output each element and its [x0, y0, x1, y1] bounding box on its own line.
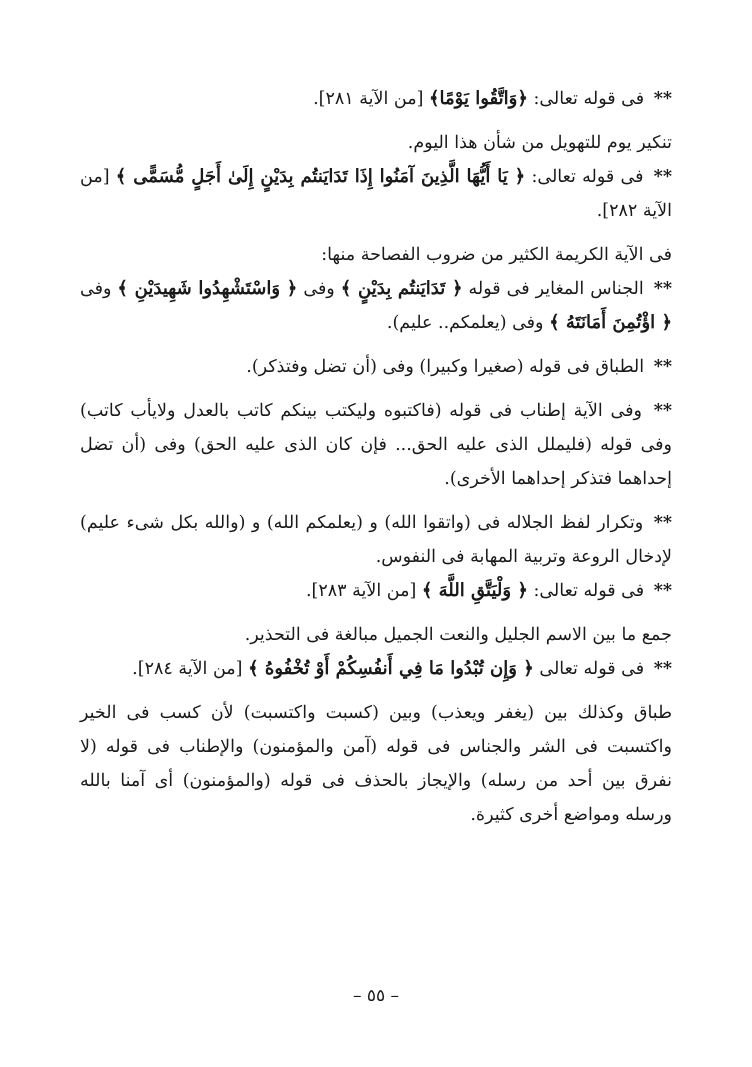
bullet-marker: **: [653, 167, 672, 187]
bullet-marker: **: [653, 659, 672, 679]
page-body: [80, 82, 672, 832]
paragraph-text: فى قوله تعالى: [533, 659, 650, 679]
quran-quote: ﴿ تَدَايَنتُم بِدَيْنٍ ﴾: [340, 278, 463, 299]
paragraph-text: طباق وكذلك بين (يغفر ويعذب) وبين (كسبت واكتسبت) لأن كسب فى الخير واكتسبت فى الشر والجناس فى قوله (آمن والمؤمنون) والإطناب فى قوله (لا نفرق بين أحد من رسله) والإيجاز بالحذف فى قوله (والمؤمنون) أى آمنا بالله ورسله ومواضع أخرى كثيرة.: [80, 703, 672, 825]
paragraph-text: فى الآية الكريمة الكثير من ضروب الفصاحة منها:: [321, 245, 672, 265]
bullet-marker: **: [653, 401, 672, 421]
paragraph-verse-284: [80, 652, 672, 686]
quran-quote: ﴿ اؤْتُمِنَ أَمَانَتَهُ ﴾: [549, 312, 672, 333]
bullet-marker: **: [653, 89, 672, 109]
paragraph-explanation: [80, 126, 672, 160]
paragraph-verse-281: [80, 82, 672, 116]
paragraph-text: فى قوله تعالى:: [525, 167, 650, 187]
paragraph-verse-283: [80, 574, 672, 608]
paragraph-text: فى قوله تعالى:: [527, 89, 650, 109]
paragraph-takrar: [80, 506, 672, 574]
paragraph-text: وتكرار لفظ الجلاله فى (واتقوا الله) و (يعلمكم الله) و (والله بكل شىء عليم) لإدخال الروعة وتربية المهابة فى النفوس.: [80, 513, 672, 567]
paragraph-text: الطباق فى قوله (صغيرا وكبيرا) وفى (أن تضل وفتذكر).: [246, 357, 650, 377]
quran-quote: ﴿ وَاسْتَشْهِدُوا شَهِيدَيْنِ ﴾: [117, 278, 298, 299]
paragraph-text: وفى الآية إطناب فى قوله (فاكتبوه وليكتب بينكم كاتب بالعدل ولايأب كاتب) وفى قوله (فليملل الذى عليه الحق... فإن كان الذى عليه الحق) وفى (أن تضل إحداهما فتذكر إحداهما الأخرى).: [80, 401, 672, 489]
paragraph-closing: [80, 696, 672, 832]
quran-quote: ﴿وَاتَّقُوا يَوْمًا﴾: [428, 88, 528, 109]
verse-reference: [من الآية ٢٨٤].: [132, 659, 249, 679]
quran-quote: ﴿ وَلْيَتَّقِ اللَّهَ ﴾: [421, 580, 528, 601]
paragraph-text: تنكير يوم للتهويل من شأن هذا اليوم.: [407, 133, 672, 153]
paragraph-intro: [80, 238, 672, 272]
paragraph-explanation: [80, 618, 672, 652]
bullet-marker: **: [653, 357, 672, 377]
verse-reference: [من الآية ٢٨٣].: [305, 581, 422, 601]
page-number: – ٥٥ –: [352, 986, 400, 1006]
quran-quote: ﴿ وَإِن تُبْدُوا مَا فِي أَنفُسِكُمْ أَوْ تُخْفُوهُ ﴾: [248, 658, 534, 679]
paragraph-text: وفى: [80, 279, 118, 299]
paragraph-text: وفى: [297, 279, 341, 299]
bullet-marker: **: [653, 513, 672, 533]
paragraph-text: فى قوله تعالى:: [527, 581, 650, 601]
paragraph-jinas: [80, 272, 672, 340]
bullet-marker: **: [653, 581, 672, 601]
paragraph-text: وفى (يعلمكم.. عليم).: [386, 313, 550, 333]
paragraph-text: جمع ما بين الاسم الجليل والنعت الجميل مبالغة فى التحذير.: [244, 625, 672, 645]
paragraph-text: الجناس المغاير فى قوله: [462, 279, 650, 299]
paragraph-verse-282: [80, 160, 672, 228]
bullet-marker: **: [653, 279, 673, 299]
verse-reference: [من الآية ٢٨١].: [313, 89, 429, 109]
paragraph-tibaq: [80, 350, 672, 384]
verse-reference: [من الآية ٢٨٢].: [80, 167, 672, 221]
paragraph-itnab: [80, 394, 672, 496]
quran-quote: ﴿ يَا أَيُّهَا الَّذِينَ آمَنُوا إِذَا تَدَايَنتُم بِدَيْنٍ إِلَىٰ أَجَلٍ مُّسَمًّى ﴾: [115, 166, 526, 187]
